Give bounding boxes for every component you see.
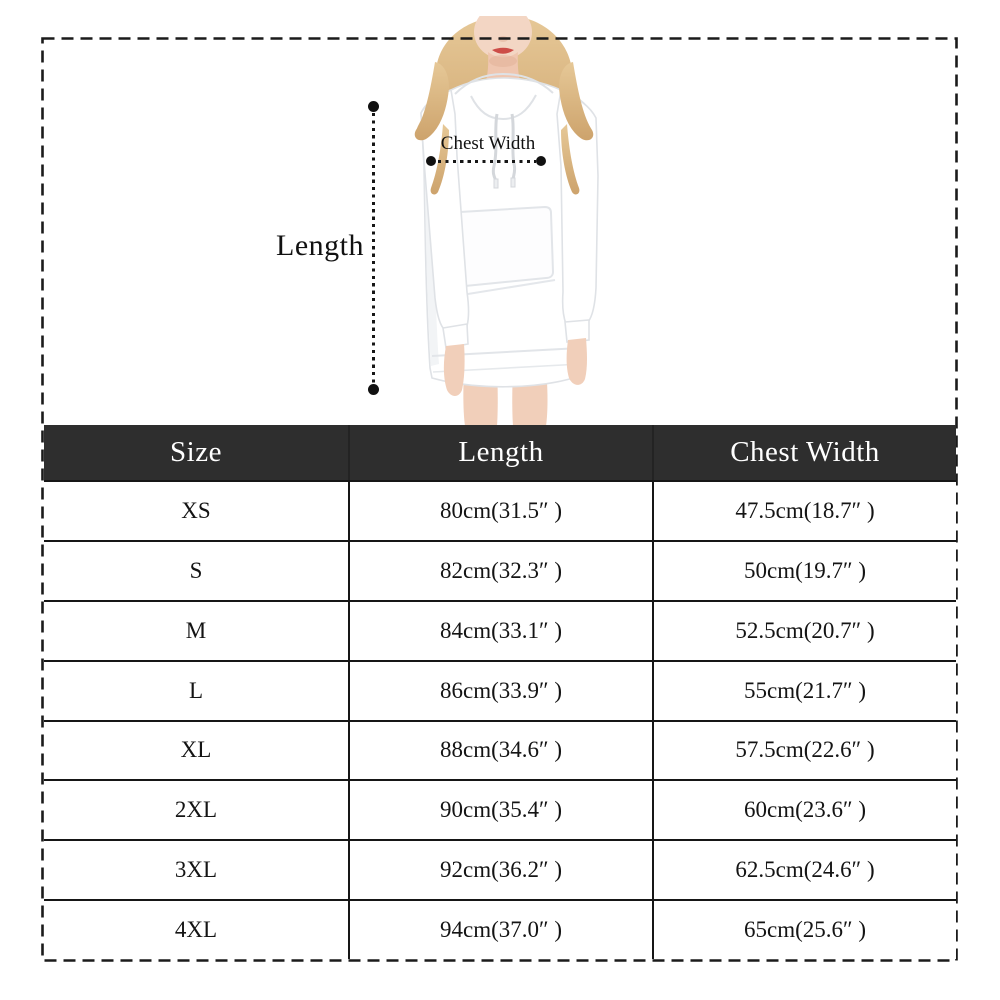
size-cell: XL bbox=[180, 737, 212, 763]
size-cell: 3XL bbox=[174, 857, 218, 883]
length-cell: 94cm(37.0″ ) bbox=[348, 901, 652, 959]
chest-cell: 62.5cm(24.6″ ) bbox=[652, 841, 956, 899]
header-chest-width: Chest Width bbox=[652, 425, 956, 480]
chest-cell: 55cm(21.7″ ) bbox=[652, 662, 956, 720]
length-cell: 82cm(32.3″ ) bbox=[348, 542, 652, 600]
left-hand bbox=[444, 344, 465, 396]
size-cell: XS bbox=[181, 497, 211, 523]
table-row bbox=[44, 779, 956, 839]
table-body bbox=[44, 480, 956, 959]
length-label: Length bbox=[276, 229, 364, 262]
length-cell: 92cm(36.2″ ) bbox=[348, 841, 652, 899]
length-dot-bottom-icon bbox=[368, 384, 379, 395]
length-cell: 80cm(31.5″ ) bbox=[348, 482, 652, 540]
header-size: Size bbox=[170, 436, 222, 468]
table-row bbox=[44, 899, 956, 959]
length-cell: 84cm(33.1″ ) bbox=[348, 602, 652, 660]
chest-cell: 52.5cm(20.7″ ) bbox=[652, 602, 956, 660]
table-header-row bbox=[44, 425, 956, 480]
length-measure-line bbox=[372, 113, 375, 384]
chest-cell: 47.5cm(18.7″ ) bbox=[652, 482, 956, 540]
table-row bbox=[44, 540, 956, 600]
chest-cell: 50cm(19.7″ ) bbox=[652, 542, 956, 600]
table-row bbox=[44, 480, 956, 540]
length-cell: 86cm(33.9″ ) bbox=[348, 662, 652, 720]
length-cell: 90cm(35.4″ ) bbox=[348, 781, 652, 839]
right-hand bbox=[567, 338, 587, 385]
kangaroo-pocket bbox=[459, 207, 553, 286]
chest-cell: 60cm(23.6″ ) bbox=[652, 781, 956, 839]
size-cell: 2XL bbox=[174, 797, 218, 823]
length-cell: 88cm(34.6″ ) bbox=[348, 722, 652, 780]
table-row bbox=[44, 839, 956, 899]
left-cuff bbox=[443, 324, 468, 348]
size-cell: S bbox=[189, 557, 203, 583]
table-row bbox=[44, 660, 956, 720]
size-cell: 4XL bbox=[174, 917, 218, 943]
table-row bbox=[44, 720, 956, 780]
length-dot-top-icon bbox=[368, 101, 379, 112]
header-length: Length bbox=[348, 425, 652, 480]
table-row bbox=[44, 600, 956, 660]
chest-cell: 57.5cm(22.6″ ) bbox=[652, 722, 956, 780]
size-cell: L bbox=[188, 677, 204, 703]
chest-cell: 65cm(25.6″ ) bbox=[652, 901, 956, 959]
model-photo bbox=[385, 16, 625, 426]
chest-width-label: Chest Width bbox=[440, 133, 536, 154]
size-cell: M bbox=[185, 617, 207, 643]
size-table bbox=[44, 425, 956, 959]
